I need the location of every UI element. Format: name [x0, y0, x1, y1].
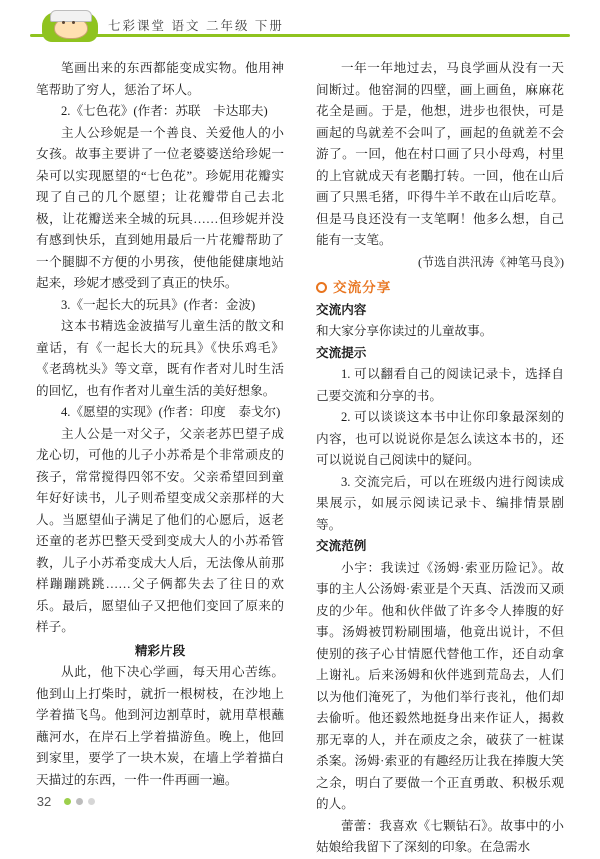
excerpt-source: (节选自洪汛涛《神笔马良》): [418, 254, 564, 269]
share-example-one: 小宇：我读过《汤姆·索亚历险记》。故事的主人公汤姆·索亚是个天真、活泼而又顽皮的少年。他和伙伴做了许多令人捧腹的好事。汤姆被罚粉刷围墙，他竟出说计，不但使别的孩子心甘情愿代替他工作，还自动拿上谢礼。后来汤姆和伙伴逃到荒岛去，人们以为他们淹死了，为他们举行丧礼，他们却去偷听。他还毅然地挺身出来作证人，揭救那无辜的人，并在顽皮之余，破获了一桩谋杀案。汤姆·索亚的有趣经历让我在捧腹大笑之余，明白了要做一个正直勇敢、积极乐观的人。: [316, 560, 564, 811]
share-tip-item: 2. 可以谈谈这本书中让你印象最深刻的内容，也可以说说你是怎么读这本书的，还可以说说自己阅读中的疑问。: [316, 410, 564, 467]
share-tip-item: 3. 交流完后，可以在班级内进行阅读成果展示，如展示阅读记录卡、编排情景剧等。: [316, 474, 564, 532]
paragraph: 主人公珍妮是一个善良、关爱他人的小女孩。故事主要讲了一位老婆婆送给珍妮一朵可以实现愿望的“七色花”。珍妮用花瓣实现了自己的几个愿望；让花瓣带自己去北极，让花瓣送来全城的玩具……但珍妮并没有感到快乐，直到她用最后一片花瓣帮助了一个腿脚不方便的小男孩，使他能健康地站起来，珍妮才感受到了真正的快乐。: [36, 125, 284, 290]
paragraph: 主人公是一对父子，父亲老苏巴望子成龙心切，可他的儿子小苏希是个非常顽皮的孩子，常常搅得四邻不安。父亲希望回到童年好好读书，儿子则希望变成父亲那样的大人。当愿望仙子满足了他们的心愿后，返老还童的老苏巴整天受到变成大人的小苏希管教，儿子小苏希变成大人后，无法像从前那样蹦蹦跳跳……父子俩都失去了往日的欢乐。最后，愿望仙子又把他们变回了原来的样子。: [36, 426, 284, 634]
mascot-eye-left: [62, 21, 65, 24]
paragraph: 3.《一起长大的玩具》(作者：金波): [61, 297, 256, 312]
header-accent-bar: [30, 34, 570, 37]
share-content-heading: 交流内容: [316, 302, 367, 317]
footer-dots: [64, 798, 95, 805]
share-tips-heading: 交流提示: [316, 345, 367, 360]
paragraph: 笔画出来的东西都能变成实物。他用神笔帮助了穷人，惩治了坏人。: [36, 61, 284, 97]
share-example-two: 蕾蕾：我喜欢《七颗钻石》。故事中的小姑娘给我留下了深刻的印象。在急需水: [316, 818, 564, 854]
header-title: 七彩课堂 语文 二年级 下册: [108, 19, 284, 33]
footer-dot-3: [88, 798, 95, 805]
page-footer: [30, 788, 230, 816]
student-mascot-icon: [42, 12, 98, 42]
share-content-text: 和大家分享你读过的儿童故事。: [316, 324, 493, 338]
share-section-label: 交流分享: [333, 280, 392, 295]
share-example-heading: 交流范例: [316, 539, 367, 553]
page-number: 32: [36, 794, 52, 809]
paragraph: 4.《愿望的实现》(作者：印度 泰戈尔): [61, 405, 281, 419]
right-column: [316, 58, 564, 859]
mascot-hat: [50, 10, 92, 22]
paragraph: 这本书精选金波描写儿童生活的散文和童话，有《一起长大的玩具》《快乐鸡毛》《老鸹枕头》等文章，既有作者对儿时生活的回忆，也有作者对儿童生活的美好想象。: [36, 319, 284, 398]
paragraph: 2.《七色花》(作者：苏联 卡达耶夫): [61, 104, 268, 118]
mascot-eye-right: [72, 21, 75, 24]
orange-ring-bullet-icon: [316, 282, 327, 293]
page-header: [30, 12, 570, 46]
share-tip-item: 1. 可以翻看自己的阅读记录卡，选择自己要交流和分享的书。: [316, 367, 564, 403]
left-column: [36, 58, 284, 791]
paragraph: 一年一年地过去，马良学画从没有一天间断过。他窑洞的四壁，画上画鱼，麻麻花花全是画。于是，他想，进步也很快，可是画起的鸟就差不会叫了，画起的鱼就差不会游了。一回，他在村口画了只小母鸡，村里的上官就成天有老鷳打转。一回，他在山后画了只黑毛猪，吓得牛羊不敢在山后吃草。但是马良还没有一支笔啊！他多么想，自己能有一支笔。: [316, 61, 564, 247]
section-heading-excerpt: 精彩片段: [134, 643, 186, 658]
footer-dot-2: [76, 798, 83, 805]
footer-dot-1: [64, 798, 71, 805]
share-section-title: [316, 277, 564, 299]
excerpt-paragraph: 从此，他下决心学画，每天用心苦练。他到山上打柴时，就折一根树枝，在沙地上学着描飞鸟。他到河边割草时，就用草根蘸蘸河水，在岸石上学着描游鱼。晚上，他回到家里，要学了一块木炭，在墙上学着描白天描过的东西，一件一件再画一遍。: [36, 665, 284, 787]
